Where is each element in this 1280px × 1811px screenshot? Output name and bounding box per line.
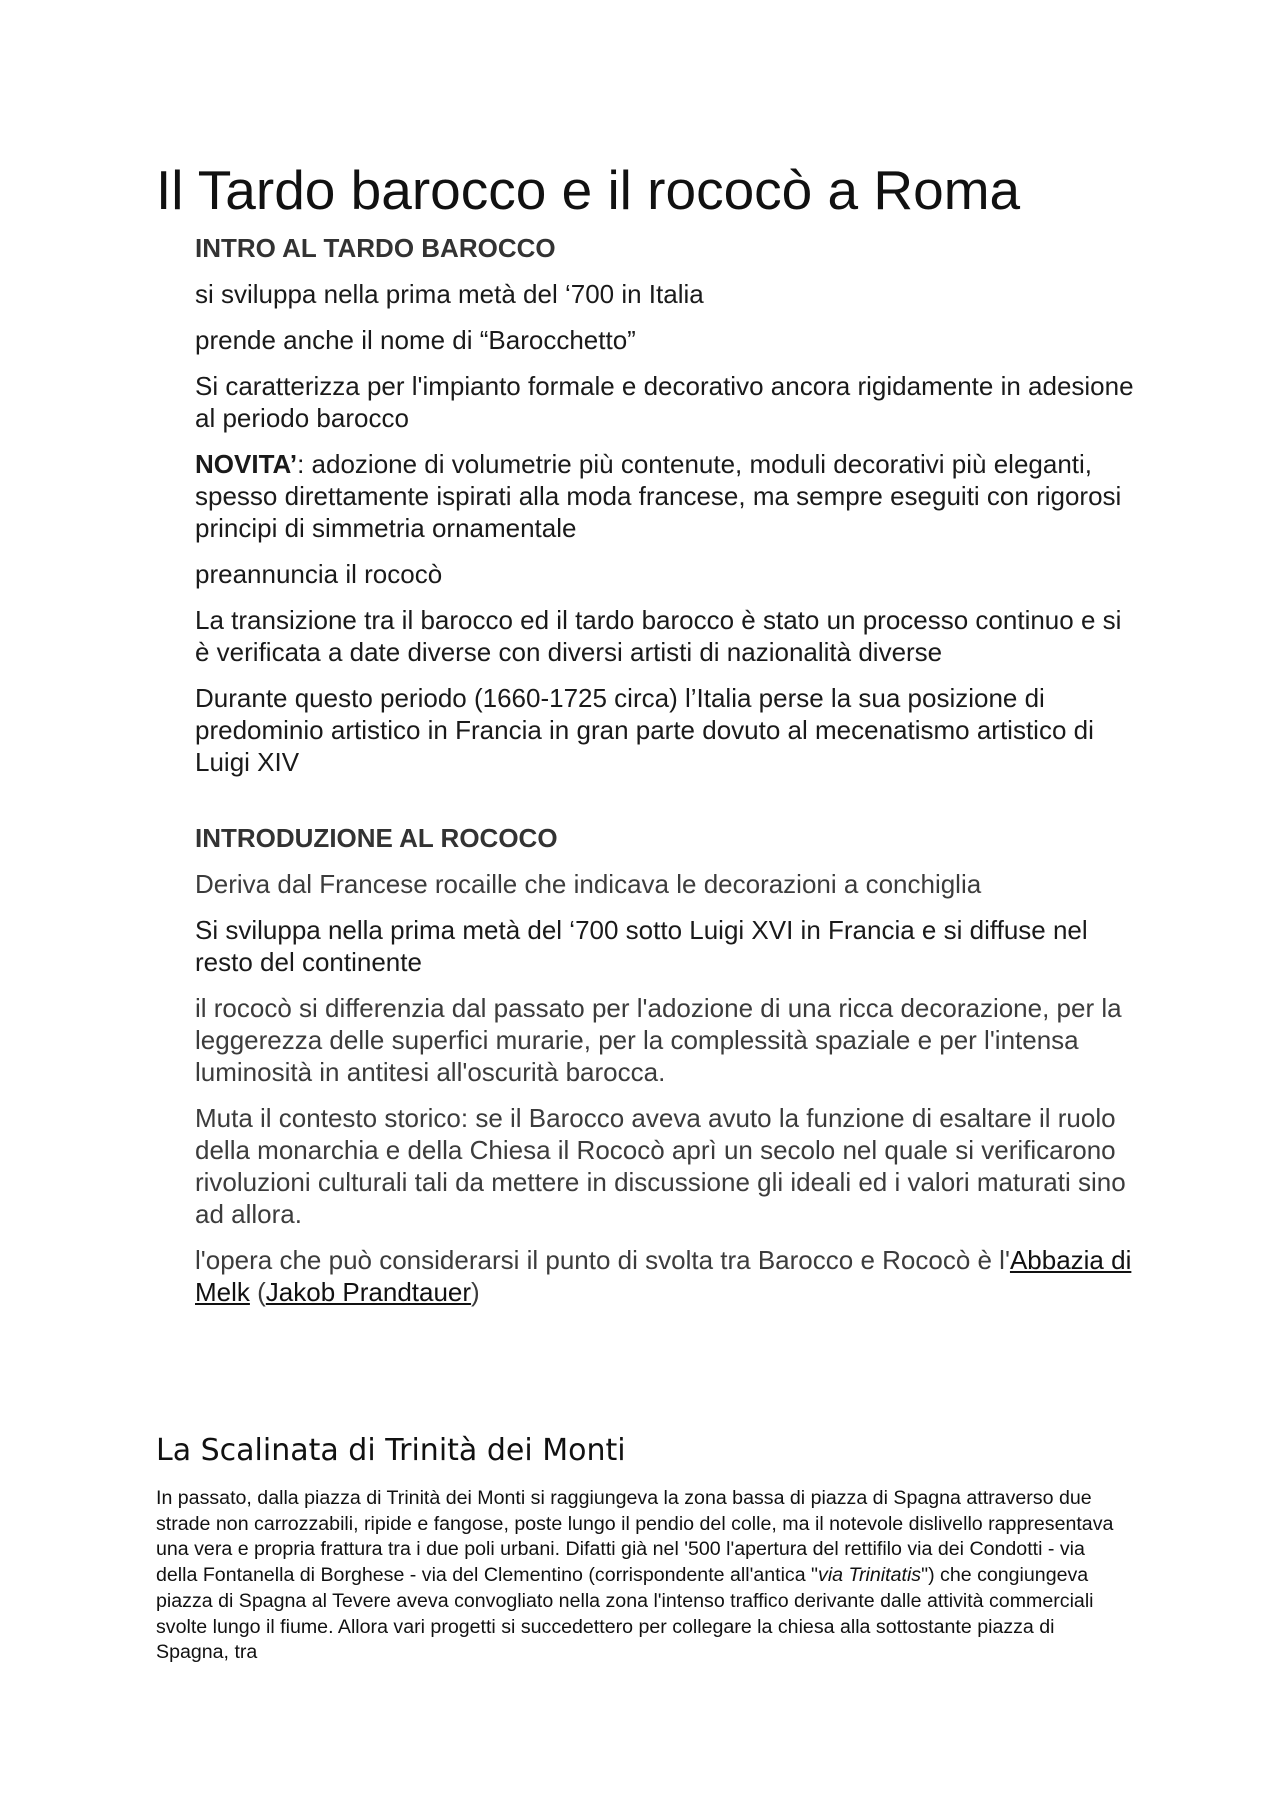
abbazia-di-melk-link[interactable]: Abbazia di Melk xyxy=(195,1245,1132,1307)
paren-open: ( xyxy=(249,1277,266,1307)
rococo-paragraph-2: Si sviluppa nella prima metà del ‘700 sotto Luigi XVI in Francia e si diffuse nel resto del continente xyxy=(195,915,1088,977)
novita-text: : adozione di volumetrie più contenute, moduli decorativi più eleganti, spesso direttamente ispirati alla moda francese, ma sempre eseguiti con rigorosi principi di simmetria ornamentale xyxy=(195,449,1122,543)
rococo-paragraph-4: Muta il contesto storico: se il Barocco aveva avuto la funzione di esaltare il ruolo della monarchia e della Chiesa il Rococò aprì un secolo nel quale si verificarono rivoluzioni culturali tali da mettere in discussione gli ideali ed i valori maturati sino ad allora. xyxy=(195,1103,1126,1229)
rococo-paragraph-5 xyxy=(195,1244,1135,1308)
rococo-heading: INTRODUZIONE AL ROCOCO xyxy=(195,823,558,853)
intro-paragraph-5: preannuncia il rococò xyxy=(195,559,443,589)
intro-heading: INTRO AL TARDO BAROCCO xyxy=(195,233,556,263)
rococo-paragraph-3: il rococò si differenzia dal passato per l'adozione di una ricca decorazione, per la leggerezza delle superfici murarie, per la complessità spaziale e per l'intensa luminosità in antitesi all'oscurità barocca. xyxy=(195,993,1122,1087)
intro-paragraph-1: si sviluppa nella prima metà del ‘700 in Italia xyxy=(195,279,704,309)
jakob-prandtauer-link[interactable]: Jakob Prandtauer xyxy=(265,1277,472,1307)
intro-paragraph-2: prende anche il nome di “Barocchetto” xyxy=(195,325,636,355)
turning-point-text: l'opera che può considerarsi il punto di svolta tra Barocco e Rococò è l' xyxy=(195,1245,1010,1275)
scalinata-paragraph xyxy=(156,1486,1131,1666)
intro-section xyxy=(195,232,1135,778)
page-title: Il Tardo barocco e il rococò a Roma xyxy=(156,159,1021,221)
rococo-section xyxy=(195,822,1135,1308)
rococo-paragraph-1: Deriva dal Francese rocaille che indicava le decorazioni a conchiglia xyxy=(195,869,982,899)
scalinata-heading: La Scalinata di Trinità dei Monti xyxy=(156,1433,626,1468)
intro-paragraph-7: Durante questo periodo (1660-1725 circa) l’Italia perse la sua posizione di predominio artistico in Francia in gran parte dovuto al mecenatismo artistico di Luigi XIV xyxy=(195,683,1094,777)
via-trinitatis-italic: via Trinitatis xyxy=(818,1564,922,1587)
novita-label: NOVITA’ xyxy=(195,449,298,479)
scalinata-text-end: ") che congiungeva piazza di Spagna al Tevere aveva convogliato nella zona l'intenso traffico derivante dalle attività commerciali svolte lungo il fiume. Allora vari progetti si succedettero per collegare la chiesa alla sottostante piazza di Spagna, tra xyxy=(156,1564,1094,1664)
intro-paragraph-4 xyxy=(195,448,1135,544)
intro-paragraph-3: Si caratterizza per l'impianto formale e decorativo ancora rigidamente in adesione al periodo barocco xyxy=(195,371,1134,433)
intro-paragraph-6: La transizione tra il barocco ed il tardo barocco è stato un processo continuo e si è verificata a date diverse con diversi artisti di nazionalità diverse xyxy=(195,605,1122,667)
paren-close: ) xyxy=(471,1277,480,1307)
scalinata-text-start: In passato, dalla piazza di Trinità dei Monti si raggiungeva la zona bassa di piazza di Spagna attraverso due strade non carrozzabili, ripide e fangose, poste lungo il pendio del colle, ma il notevole dislivello rappresentava una vera e propria frattura tra i due poli urbani. Difatti già nel '500 l'apertura del rettifilo via dei Condotti - via della Fontanella di Borghese - via del Clementino (corrispondente all'antica " xyxy=(156,1487,1114,1587)
